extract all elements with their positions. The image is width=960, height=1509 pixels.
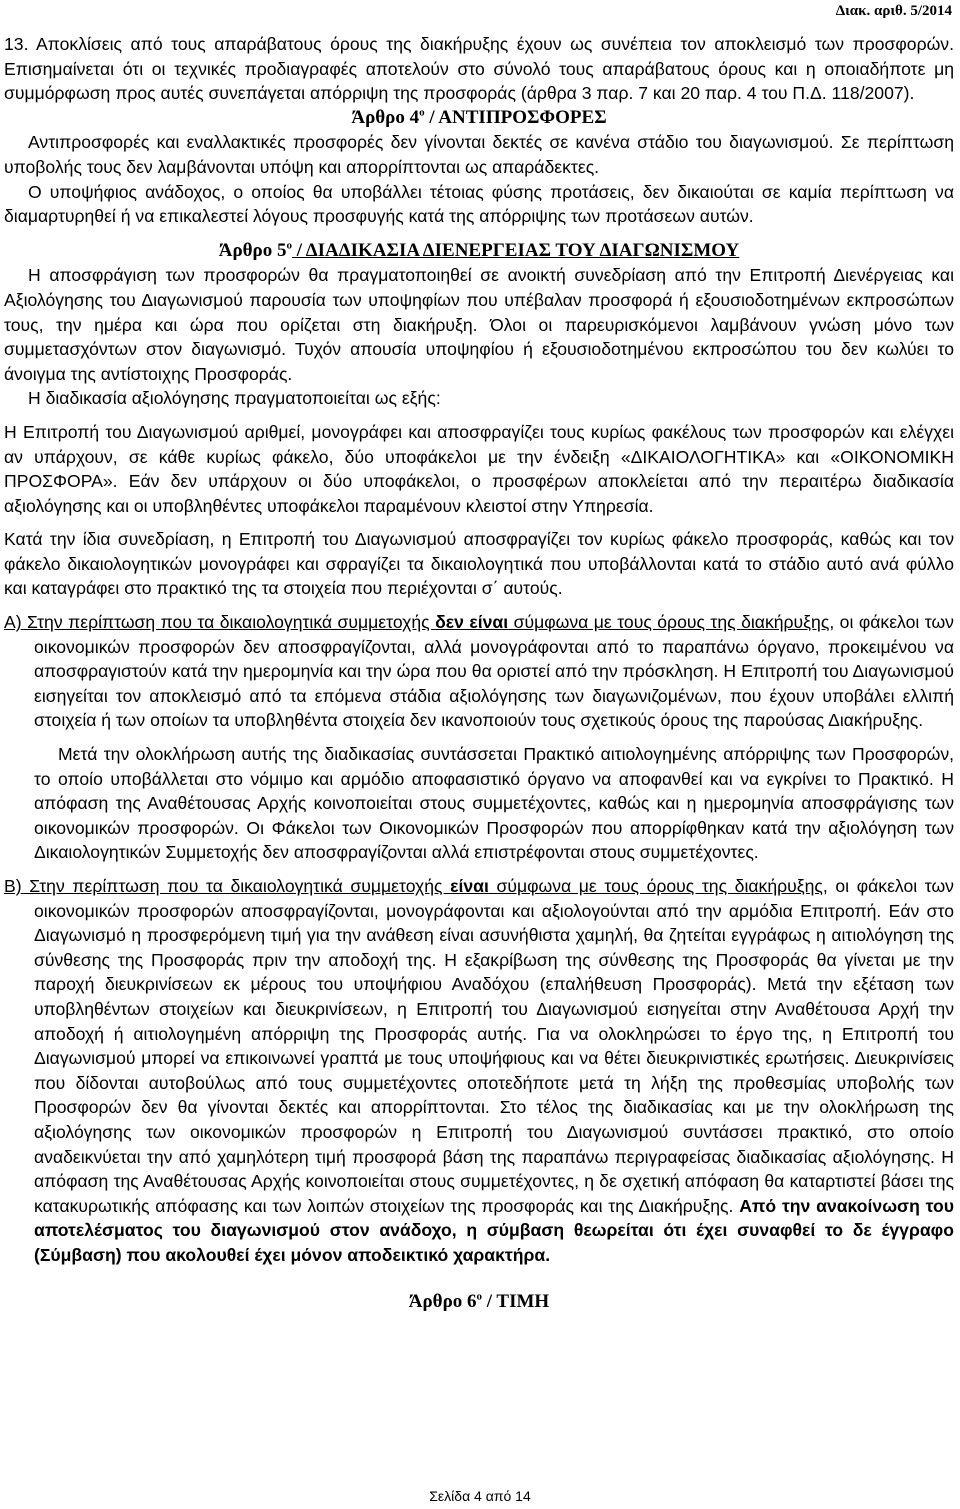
case-a-lead: Α) Στην περίπτωση που τα δικαιολογητικά συμμετοχής	[4, 612, 436, 633]
article-4-heading	[4, 106, 954, 131]
article-5-paragraph-3: Η Επιτροπή του Διαγωνισμού αριθμεί, μονογράφει και αποσφραγίζει τους κυρίως φακέλους των προσφορών και ελέγχει αν υπάρχουν, σε κάθε κυρίως φάκελο, δύο υποφάκελοι με την ένδειξη «ΔΙΚΑΙΟΛΟΓΗΤΙΚΑ» και «ΟΙΚΟΝΟΜΙΚΗ ΠΡΟΣΦΟΡΑ». Εάν δεν υπάρχουν οι δύο υποφάκελοι, ο προσφέρων αποκλείεται από την περαιτέρω διαδικασία αξιολόγησης και οι υποβληθέντες υποφάκελοι παραμένουν κλειστοί στην Υπηρεσία.	[4, 421, 954, 516]
case-b-paragraph	[4, 874, 954, 1268]
article-6-subject: / ΤΙΜΗ	[482, 1290, 550, 1312]
article-5-paragraph-1: Η αποσφράγιση των προσφορών θα πραγματοποιηθεί σε ανοικτή συνεδρίαση από την Επιτροπή Διενέργειας και Αξιολόγησης του Διαγωνισμού παρουσία των υποψηφίων που υπέβαλαν προσφορά ή εξουσιοδοτημένων εκπροσώπων τους, την ημέρα και ώρα που ορίζεται στη διακήρυξη. Όλοι οι παρευρισκόμενοι λαμβάνουν γνώση μόνο των συμμετασχόντων στον διαγωνισμό. Τυχόν απουσία υποψηφίου ή εξουσιοδοτημένου εκπροσώπου του δεν κωλύει το άνοιγμα της αντίστοιχης Προσφοράς.	[4, 265, 954, 384]
article-5-title: Άρθρο 5	[218, 239, 287, 261]
case-b-condition: σύμφωνα με τους όρους της διακήρυξης	[488, 876, 823, 896]
article-4-subject: / ΑΝΤΙΠΡΟΣΦΟΡΕΣ	[424, 106, 607, 128]
article-4-title: Άρθρο 4	[351, 106, 420, 128]
article-5-ordinal: ο	[286, 239, 292, 252]
page-number: Σελίδα 4 από 14	[429, 1488, 531, 1504]
case-b-contract-note: Από την ανακοίνωση του αποτελέσματος του διαγωνισμού στον ανάδοχο, η σύμβαση θεωρείται ότι έχει συναφθεί το δε έγγραφο (Σύμβαση) που ακολουθεί έχει μόνον αποδεικτικό χαρακτήρα.	[34, 1195, 954, 1265]
document-reference: Διακ. αριθ. 5/2014	[835, 3, 952, 19]
article-6-title: Άρθρο 6	[408, 1290, 477, 1312]
case-b-text: , οι φάκελοι των οικονομικών προσφορών αποσφραγίζονται, μονογράφονται και αξιολογούνται από την αρμόδια Επιτροπή. Εάν στο Διαγωνισμό η προσφερόμενη τιμή για την ανάθεση είναι ασυνήθιστα χαμηλή, θα ζητείται εγγράφως η αιτιολόγηση της σύνθεσης της Προσφοράς πριν την αποδοχή της. Η εξακρίβωση της σύνθεσης της Προσφοράς θα γίνεται με την παροχή διευκρινίσεων εκ μέρους του υποψήφιου Αναδόχου (επαλήθευση Προσφοράς). Μετά την εξέταση των υποβληθέντων στοιχείων και διευκρινίσεων, η Επιτροπή του Διαγωνισμού εισηγείται στην Αναθέτουσα Αρχή την αποδοχή ή αιτιολογημένη απόρριψη της Προσφοράς αυτής. Για να ολοκληρώσει το έργο της, η Επιτροπή του Διαγωνισμού μπορεί να επικοινωνεί γραπτά με τους υποψήφιους και να θέτει διευκρινιστικές ερωτήσεις. Διευκρινίσεις που δίδονται αυτοβούλως από τους συμμετέχοντες οποτεδήποτε μετά τη λήξη της προθεσμίας υποβολής των Προσφορών δεν θα γίνονται δεκτές και απορρίπτονται. Στο τέλος της διαδικασίας και με την ολοκλήρωση της αξιολόγησης των οικονομικών προσφορών η Επιτροπή του Διαγωνισμού συντάσσει πρακτικό, στο οποίο αναδεικνύεται την από χαμηλότερη τιμή προσφορά βάση της παραπάνω περιγραφείσας διαδικασίας αξιολόγησης. Η απόφαση της Αναθέτουσας Αρχής κοινοποιείται στους συμμετέχοντες, η δε σχετική απόφαση θα καταρτιστεί βάσει της κατακυρωτικής απόφασης και των λοιπών στοιχείων της προσφοράς και της Διακήρυξης.	[34, 876, 954, 1216]
clause-13: 13. Αποκλίσεις από τους απαράβατους όρους της διακήρυξης έχουν ως συνέπεια τον αποκλεισμό των προσφορών. Επισημαίνεται ότι οι τεχνικές προδιαγραφές αποτελούν στο σύνολό τους απαράβατους όρους και η οποιαδήποτε μη συμμόρφωση προς αυτές συνεπάγεται απόρριψη της προσφοράς (άρθρα 3 παρ. 7 και 20 παρ. 4 του Π.Δ. 118/2007).	[4, 34, 954, 104]
case-a-text: , οι φάκελοι των οικονομικών προσφορών δεν αποσφραγίζονται, αλλά μονογράφονται από το παραπάνω όργανο, προκειμένου να αποσφραγιστούν κατά την ημερομηνία και την ώρα που θα οριστεί από την πρόσκληση. Η Επιτροπή του Διαγωνισμού εισηγείται τον αποκλεισμό από τα επόμενα στάδια αξιολόγησης των διαγωνιζομένων, που έχουν υποβάλει ελλιπή στοιχεία ή των οποίων τα υποβληθέντα στοιχεία δεν ικανοποιούν τους σχετικούς όρους της παρούσας Διακήρυξης.	[34, 612, 954, 731]
article-5-heading	[4, 239, 954, 264]
article-5-paragraph-2: Η διαδικασία αξιολόγησης πραγματοποιείται ως εξής:	[28, 388, 441, 409]
article-4-ordinal: ο	[419, 106, 425, 119]
article-5-subject: / ΔΙΑΔΙΚΑΣΙΑ ΔΙΕΝΕΡΓΕΙΑΣ ΤΟΥ ΔΙΑΓΩΝΙΣΜΟΥ	[291, 239, 740, 261]
article-4-paragraph-2: Ο υποψήφιος ανάδοχος, ο οποίος θα υποβάλλει τέτοιας φύσης προτάσεις, δεν δικαιούται σε καμία περίπτωση να διαμαρτυρηθεί ή να επικαλεστεί λόγους προσφυγής κατά της απόρριψης των προτάσεων αυτών.	[4, 181, 954, 227]
case-b-emphasis: είναι	[450, 876, 489, 896]
article-5-paragraph-4: Κατά την ίδια συνεδρίαση, η Επιτροπή του Διαγωνισμού αποσφραγίζει τον κυρίως φάκελο προσφοράς, καθώς και τον φάκελο δικαιολογητικών μονογράφει και σφραγίζει τα δικαιολογητικά που υποβάλλονται κατά το στάδιο αυτό ανά φύλλο και καταγράφει στο πρακτικό της τα στοιχεία που περιέχονται σ΄ αυτούς.	[4, 529, 954, 599]
case-a-paragraph	[4, 610, 954, 733]
article-4-paragraph-1: Αντιπροσφορές και εναλλακτικές προσφορές δεν γίνονται δεκτές σε κανένα στάδιο του διαγωνισμού. Σε περίπτωση υποβολής τους δεν λαμβάνονται υπόψη και απορρίπτονται ως απαράδεκτες.	[4, 132, 954, 177]
article-6-heading	[4, 1290, 954, 1315]
case-a-emphasis: δεν είναι	[435, 612, 509, 633]
case-a-paragraph-2: Μετά την ολοκλήρωση αυτής της διαδικασίας συντάσσεται Πρακτικό αιτιολογημένης απόρριψης των Προσφορών, το οποίο υποβάλλεται στο νόμιμο και αρμόδιο αποφασιστικό όργανο να αποφανθεί και να εγκρίνει το Πρακτικό. Η απόφαση της Αναθέτουσας Αρχής κοινοποιείται στους συμμετέχοντες, καθώς και η ημερομηνία αποσφράγισης των οικονομικών προσφορών. Οι Φάκελοι των Οικονομικών Προσφορών που απορρίφθηκαν κατά την αξιολόγηση των Δικαιολογητικών Συμμετοχής δεν αποσφραγίζονται αλλά επιστρέφονται στους συμμετέχοντες.	[34, 744, 954, 863]
case-a-condition: σύμφωνα με τους όρους της διακήρυξης	[508, 612, 830, 633]
article-6-ordinal: ο	[476, 1290, 482, 1303]
document-body	[4, 32, 954, 1314]
case-b-lead: Β) Στην περίπτωση που τα δικαιολογητικά συμμετοχής	[4, 876, 451, 896]
